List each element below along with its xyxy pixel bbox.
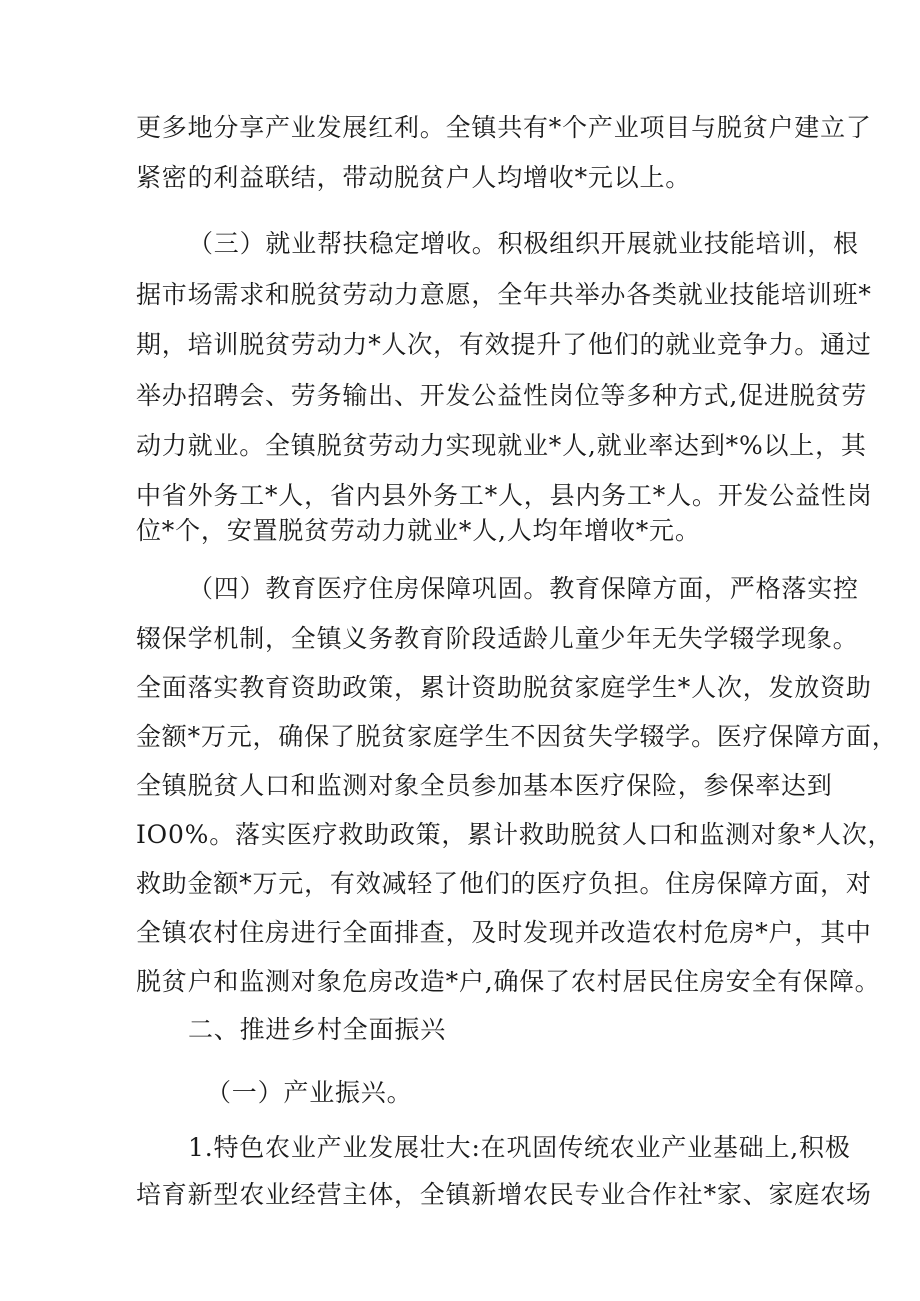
paragraph-line: 紧密的利益联结，带动脱贫户人均增收*元以上。 bbox=[136, 163, 692, 192]
paragraph-line: 脱贫户和监测对象危房改造*户,确保了农村居民住房安全有保障。 bbox=[136, 967, 881, 996]
section-heading-line: （三）就业帮扶稳定增收。积极组织开展就业技能培训，根 bbox=[188, 229, 859, 258]
paragraph-line: 动力就业。全镇脱贫劳动力实现就业*人,就业率达到*%以上，其 bbox=[136, 431, 867, 460]
chapter-heading: 二、推进乡村全面振兴 bbox=[188, 1015, 447, 1044]
subsection-heading: （一）产业振兴。 bbox=[206, 1078, 413, 1107]
paragraph-line: 更多地分享产业发展红利。全镇共有*个产业项目与脱贫户建立了 bbox=[136, 113, 872, 142]
paragraph-line: 全面落实教育资助政策，累计资助脱贫家庭学生*人次，发放资助 bbox=[136, 673, 872, 702]
paragraph-line: 中省外务工*人，省内县外务工*人，县内务工*人。开发公益性岗 bbox=[136, 481, 873, 510]
paragraph-line: 救助金额*万元，有效减轻了他们的医疗负担。住房保障方面，对 bbox=[136, 869, 872, 898]
paragraph-line: 全镇脱贫人口和监测对象全员参加基本医疗保险，参保率达到 bbox=[136, 771, 833, 800]
paragraph-line: 培育新型农业经营主体，全镇新增农民专业合作社*家、家庭农场 bbox=[136, 1180, 872, 1209]
paragraph-line: 举办招聘会、劳务输出、开发公益性岗位等多种方式,促进脱贫劳 bbox=[136, 381, 868, 410]
section-heading-line: （四）教育医疗住房保障巩固。教育保障方面，严格落实控 bbox=[188, 574, 859, 603]
paragraph-line: 金额*万元，确保了脱贫家庭学生不因贫失学辍学。医疗保障方面， bbox=[136, 722, 898, 751]
paragraph-line: 据市场需求和脱贫劳动力意愿，全年共举办各类就业技能培训班* bbox=[136, 280, 872, 309]
paragraph-line: 辍保学机制，全镇义务教育阶段适龄儿童少年无失学辍学现象。 bbox=[136, 624, 859, 653]
numbered-item-line: 1.特色农业产业发展壮大:在巩固传统农业产业基础上,积极 bbox=[188, 1133, 851, 1162]
paragraph-line: 位*个，安置脱贫劳动力就业*人,人均年增收*元。 bbox=[136, 516, 701, 545]
paragraph-line: IO0%。落实医疗救助政策，累计救助脱贫人口和监测对象*人次， bbox=[136, 820, 894, 849]
paragraph-line: 全镇农村住房进行全面排查，及时发现并改造农村危房*户，其中 bbox=[136, 918, 872, 947]
paragraph-line: 期，培训脱贫劳动力*人次，有效提升了他们的就业竞争力。通过 bbox=[136, 330, 872, 359]
